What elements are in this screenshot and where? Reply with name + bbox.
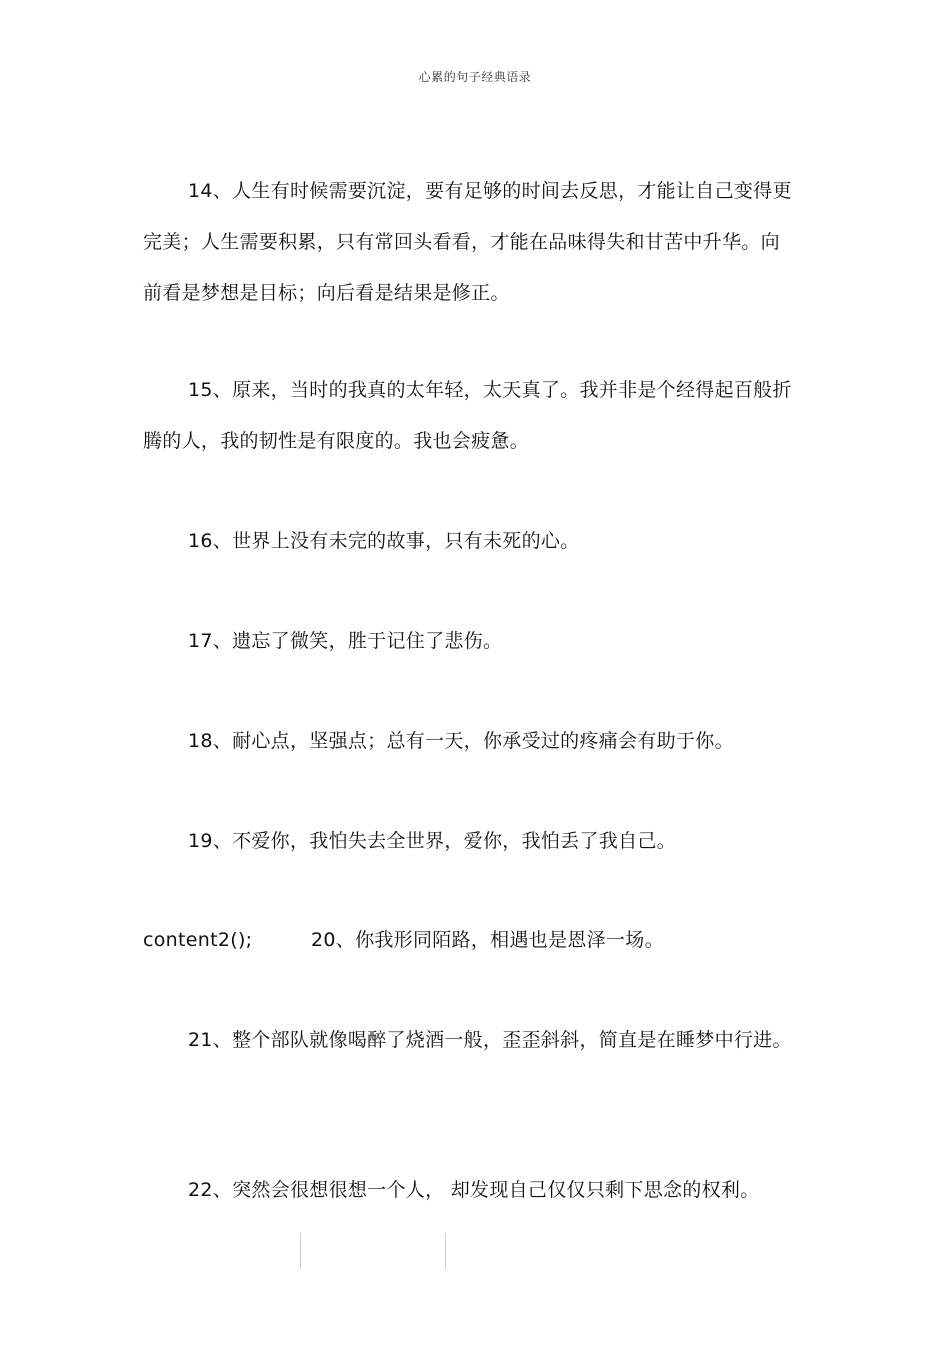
quote-22: 22、突然会很想很想一个人， 却发现自己仅仅只剩下思念的权利。: [188, 1179, 760, 1201]
quote-18: 18、耐心点，坚强点；总有一天，你承受过的疼痛会有助于你。: [188, 730, 734, 752]
page-header: 心累的句子经典语录: [418, 70, 532, 84]
quote-20: [143, 915, 793, 966]
quote-15: 15、原来，当时的我真的太年轻，太天真了。我并非是个经得起百般折腾的人，我的韧性是有限度的。我也会疲惫。: [143, 379, 792, 452]
quote-14: 14、人生有时候需要沉淀，要有足够的时间去反思，才能让自己变得更完美；人生需要积累，只有常回头看看，才能在品味得失和甘苦中升华。向前看是梦想是目标；向后看是结果是修正。: [143, 180, 792, 304]
quote-21: 21、整个部队就像喝醉了烧酒一般，歪歪斜斜，简直是在睡梦中行进。: [188, 1029, 792, 1051]
quote-16: 16、世界上没有未完的故事，只有未死的心。: [188, 530, 580, 552]
divider-line-right: [445, 1233, 446, 1269]
quote-20-text: 20、你我形同陌路，相遇也是恩泽一场。: [311, 929, 664, 951]
divider-line-left: [300, 1233, 301, 1269]
quote-17: 17、遗忘了微笑，胜于记住了悲伤。: [188, 630, 503, 652]
code-prefix: content2();: [143, 929, 253, 951]
quote-19: 19、不爱你，我怕失去全世界，爱你，我怕丢了我自己。: [188, 830, 676, 852]
